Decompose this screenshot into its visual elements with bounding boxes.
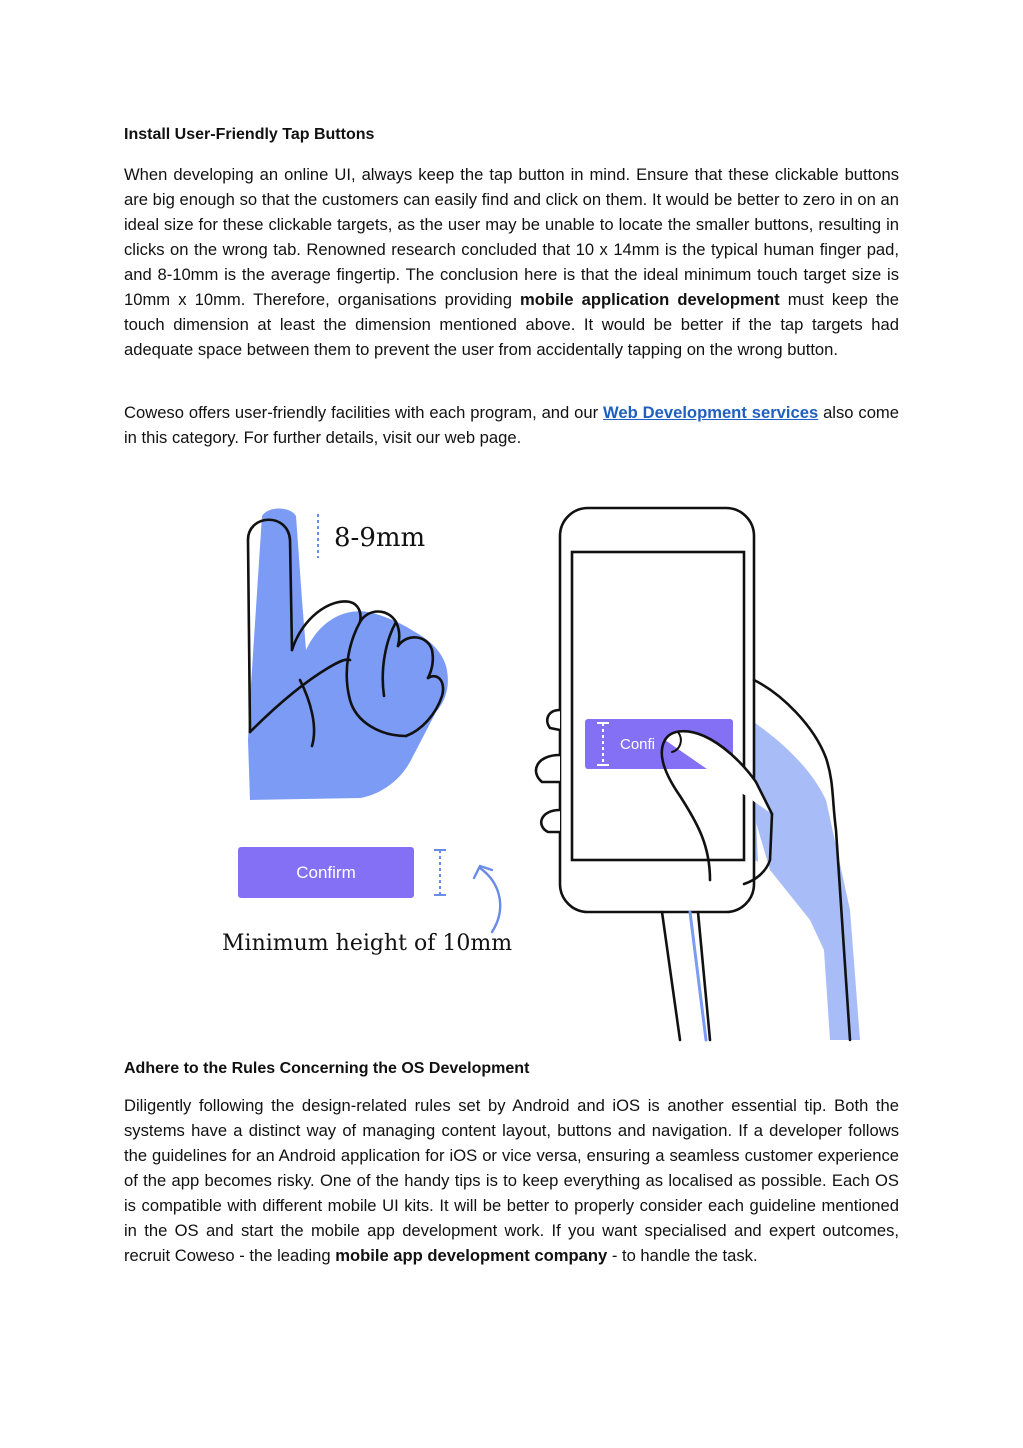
paragraph-coweso-offers [124,400,899,450]
tap-target-illustration [210,500,890,1045]
section-heading-tap-buttons: Install User-Friendly Tap Buttons [124,126,375,143]
confirm-button-sample [238,847,414,898]
finger-size-label: 8-9mm [334,523,426,553]
curved-arrow-icon [480,868,500,932]
paragraph-text: also come in this category. For further details, visit our web page. [124,403,899,447]
paragraph-text: Coweso offers user-friendly facilities with each program, and our [124,403,604,422]
phone-in-hand-icon [536,508,860,1040]
paragraph-text: must keep the touch dimension at least the dimension mentioned above. It would be better if the tap targets had adequate space between them to prevent the user from accidentally tapping on the wrong button. [124,290,899,359]
confirm-button-label: Confirm [296,863,356,882]
paragraph-text: Diligently following the design-related rules set by Android and iOS is another essential tip. Both the systems have a distinct way of managing content layout, buttons and navigation. If a developer follows the guidelines for an Android application for iOS or vice versa, ensuring a seamless customer experience of the app becomes risky. One of the handy tips is to keep everything as localised as possible. Each OS is compatible with different mobile UI kits. It will be better to properly consider each guideline mentioned in the OS and start the mobile app development work. If you want specialised and expert outcomes, recruit Coweso - the leading [124,1096,899,1265]
bold-term-mobile-application-development: mobile application development [520,290,780,309]
section-heading-os-development: Adhere to the Rules Concerning the OS Development [124,1060,530,1077]
phone-confirm-label: Confi [620,736,656,753]
button-height-measure [434,850,446,895]
phone-screen [572,552,744,860]
web-development-services-link[interactable]: Web Development services [603,403,819,422]
paragraph-os-development [124,1093,899,1268]
minimum-height-caption: Minimum height of 10mm [222,931,513,956]
bold-term-mobile-app-development-company: mobile app development company [335,1246,608,1265]
paragraph-text: When developing an online UI, always keep the tap button in mind. Ensure that these clickable buttons are big enough so that the customers can easily find and click on them. It would be better to zero in on an ideal size for these clickable targets, as the user may be unable to locate the smaller buttons, resulting in clicks on the wrong tab. Renowned research concluded that 10 x 14mm is the typical human finger pad, and 8-10mm is the average fingertip. The conclusion here is that the ideal minimum touch target size is 10mm x 10mm. Therefore, organisations providing [124,165,899,309]
paragraph-tap-buttons [124,162,899,362]
paragraph-text: - to handle the task. [607,1246,758,1265]
